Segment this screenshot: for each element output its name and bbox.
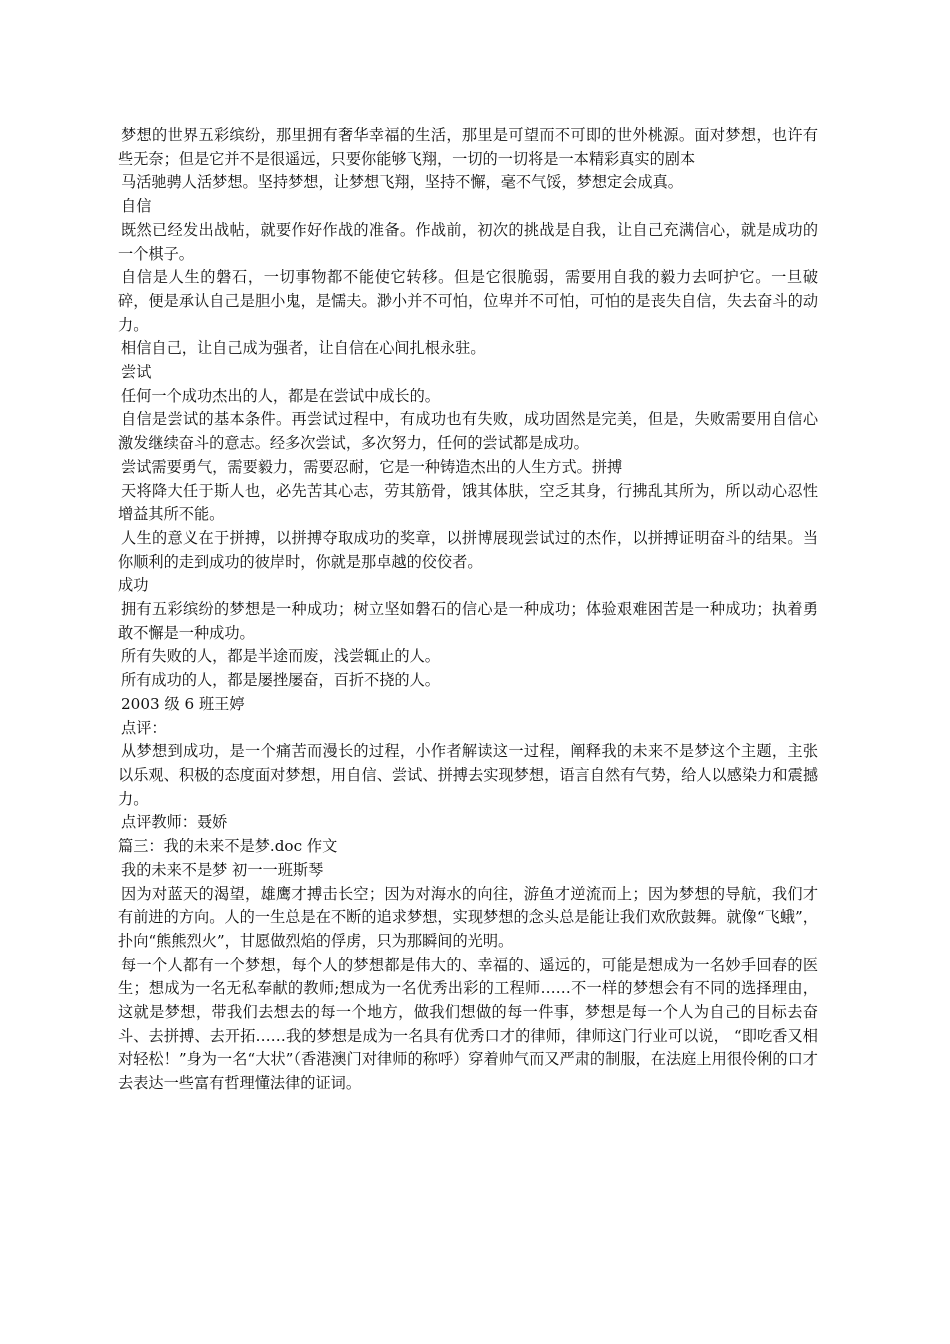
paragraph: 拥有五彩缤纷的梦想是一种成功；树立坚如磐石的信心是一种成功；体验艰难困苦是一种成功；执着勇敢不懈是一种成功。 — [118, 600, 818, 642]
paragraph: 成功 — [118, 576, 149, 595]
paragraph: 既然已经发出战帖，就要作好作战的准备。作战前，初次的挑战是自我，让自己充满信心，就是成功的一个棋子。 — [118, 220, 818, 263]
paragraph: 自信是尝试的基本条件。再尝试过程中，有成功也有失败，成功固然是完美，但是，失败需要用自信心激发继续奋斗的意志。经多次尝试，多次努力，任何的尝试都是成功。 — [118, 410, 818, 453]
paragraph: 任何一个成功杰出的人，都是在尝试中成长的。 — [121, 386, 440, 405]
paragraph: 人生的意义在于拼搏，以拼搏夺取成功的奖章，以拼博展现尝试过的杰作，以拼搏证明奋斗的结果。当你顺利的走到成功的彼岸时，你就是那卓越的佼佼者。 — [118, 528, 818, 571]
paragraph: 梦想的世界五彩缤纷，那里拥有奢华幸福的生活，那里是可望而不可即的世外桃源。面对梦想，也许有些无奈；但是它并不是很遥远，只要你能够飞翔，一切的一切将是一本精彩真实的剧本 — [118, 126, 818, 168]
paragraph: 点评： — [121, 718, 167, 737]
paragraph: 所有失败的人，都是半途而废，浅尝辄止的人。 — [121, 647, 440, 666]
paragraph: 因为对蓝天的渴望，雄鹰才搏击长空；因为对海水的向往，游鱼才逆流而上；因为梦想的导航，我们才有前进的方向。人的一生总是在不断的追求梦想，实现梦想的念头总是能让我们欢欣鼓舞。就像“飞蛾”，扑向“熊熊烈火”，甘愿做烈焰的俘虏，只为那瞬间的光明。 — [118, 884, 818, 950]
document-body — [118, 124, 818, 1096]
paragraph: 相信自己，让自己成为强者，让自信在心间扎根永驻。 — [121, 339, 486, 358]
paragraph: 所有成功的人，都是屡挫屡奋，百折不挠的人。 — [121, 671, 440, 690]
paragraph: 每一个人都有一个梦想，每个人的梦想都是伟大的、幸福的、遥远的，可能是想成为一名妙手回春的医生；想成为一名无私奉献的教师;想成为一名优秀出彩的工程师……不一样的梦想会有不同的选择理由，这就是梦想，带我们去想去的每一个地方，做我们想做的每一件事，梦想是每一个人为自己的目标去奋斗、去拼搏、去开拓……我的梦想是成为一名具有优秀口才的律师，律师这门行业可以说， “即吃香又相对轻松！”身为一名“大状”（香港澳门对律师的称呼）穿着帅气而又严肃的制服，在法庭上用很伶俐的口才去表达一些富有哲理懂法律的证词。 — [118, 955, 818, 1093]
paragraph: 点评教师：聂娇 — [121, 813, 228, 832]
paragraph: 我的未来不是梦 初一一班斯琴 — [121, 860, 324, 879]
paragraph: 自信 — [121, 197, 152, 216]
paragraph: 马活驰骋人活梦想。坚持梦想，让梦想飞翔，坚持不懈，毫不气馁，梦想定会成真。 — [121, 173, 683, 192]
paragraph: 尝试需要勇气，需要毅力，需要忍耐，它是一种铸造杰出的人生方式。拼搏 — [121, 457, 623, 476]
paragraph: 天将降大任于斯人也，必先苦其心志，劳其筋骨，饿其体肤，空乏其身，行拂乱其所为，所以动心忍性增益其所不能。 — [118, 481, 818, 524]
paragraph: 自信是人生的磐石，一切事物都不能使它转移。但是它很脆弱，需要用自我的毅力去呵护它。一旦破碎，便是承认自己是胆小鬼，是懦夫。渺小并不可怕，位卑并不可怕，可怕的是丧失自信，失去奋斗的动力。 — [118, 268, 818, 334]
paragraph: 篇三：我的未来不是梦.doc 作文 — [118, 837, 338, 856]
paragraph: 2003 级 6 班王婷 — [121, 694, 245, 713]
paragraph: 从梦想到成功，是一个痛苦而漫长的过程，小作者解读这一过程，阐释我的未来不是梦这个主题，主张以乐观、积极的态度面对梦想，用自信、尝试、拼搏去实现梦想，语言自然有气势，给人以感染力和震撼力。 — [118, 742, 818, 808]
paragraph: 尝试 — [121, 363, 152, 382]
